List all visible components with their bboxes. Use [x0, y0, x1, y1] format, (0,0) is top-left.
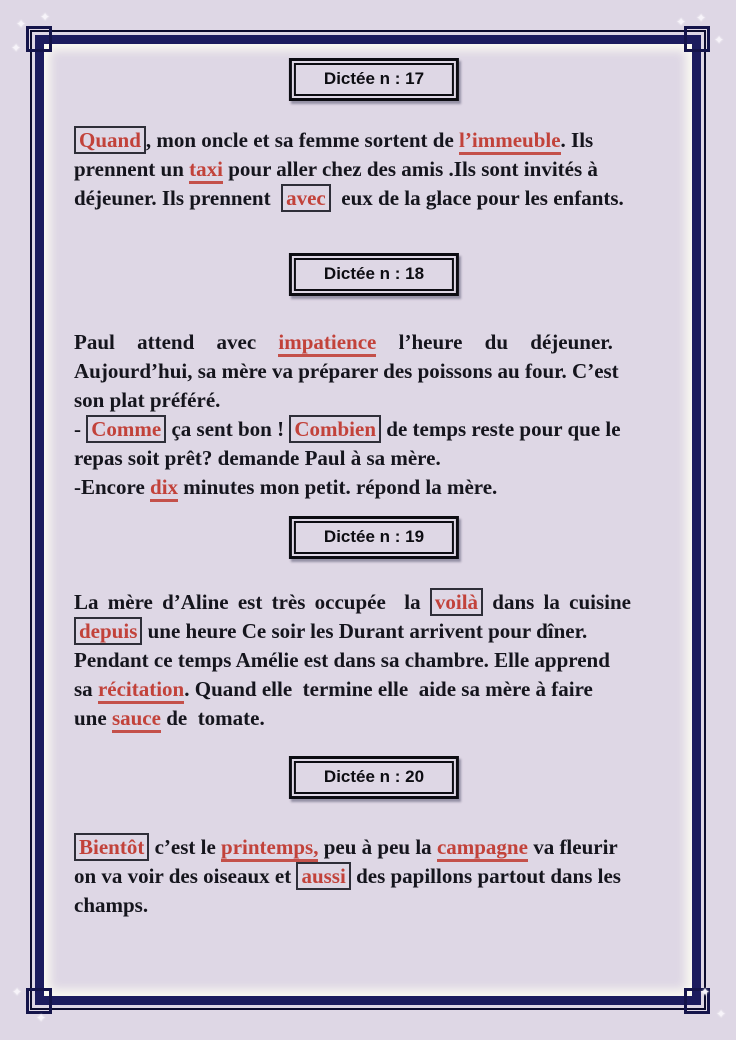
- sparkle-icon: ✦: [714, 33, 725, 47]
- text-line: [74, 126, 674, 155]
- text-segment: . Ils: [560, 128, 594, 152]
- dictee-20-paragraph: [74, 833, 674, 920]
- sparkle-icon: ✦: [11, 41, 22, 55]
- text-segment: -Encore: [74, 475, 151, 499]
- text-segment: son plat préféré.: [74, 388, 221, 412]
- dictee-20-title-box: [289, 756, 459, 799]
- text-line: [74, 444, 674, 473]
- text-line: [74, 833, 674, 862]
- red-underlined-word: dix: [150, 475, 178, 502]
- red-underlined-word: campagne: [437, 835, 528, 862]
- dictee-18-title: Dictée n : 18: [294, 258, 454, 291]
- text-segment: ça sent bon !: [166, 417, 290, 441]
- red-underlined-word: impatience: [278, 330, 376, 357]
- red-boxed-word: avec: [281, 184, 331, 212]
- text-segment: repas soit prêt? demande Paul à sa mère.: [74, 446, 441, 470]
- text-line: [74, 617, 674, 646]
- text-segment: -: [74, 417, 87, 441]
- text-segment: . Quand elle termine elle aide sa mère à faire: [184, 677, 593, 701]
- text-segment: des papillons partout dans les: [350, 864, 621, 888]
- dictee-18-paragraph: [74, 328, 674, 502]
- dictee-20-title: Dictée n : 20: [294, 761, 454, 794]
- text-line: [74, 862, 674, 891]
- red-boxed-word: Bientôt: [74, 833, 149, 861]
- sparkle-icon: ✦: [696, 11, 707, 25]
- text-segment: c’est le: [149, 835, 222, 859]
- text-segment: champs.: [74, 893, 149, 917]
- text-segment: de tomate.: [160, 706, 265, 730]
- text-segment: Paul attend avec: [74, 330, 279, 354]
- text-line: [74, 328, 674, 357]
- text-segment: , mon oncle et sa femme sortent de: [145, 128, 460, 152]
- text-segment: pour aller chez des amis .Ils sont invités à: [222, 157, 598, 181]
- dictee-17-title: Dictée n : 17: [294, 63, 454, 96]
- dictee-18-title-box: [289, 253, 459, 296]
- text-segment: Aujourd’hui, sa mère va préparer des poissons au four. C’est: [74, 359, 619, 383]
- frame-corner-knot-top-right: [684, 26, 710, 52]
- sparkle-icon: ✦: [700, 985, 711, 999]
- dictee-19-paragraph: [74, 588, 674, 733]
- text-segment: de temps reste pour que le: [381, 417, 621, 441]
- text-segment: La mère d’Aline est très occupée la: [74, 590, 430, 614]
- text-line: [74, 357, 674, 386]
- sparkle-icon: ✦: [12, 985, 23, 999]
- text-line: [74, 675, 674, 704]
- red-boxed-word: voilà: [430, 588, 483, 616]
- text-line: [74, 588, 674, 617]
- dictee-19-title-box: [289, 516, 459, 559]
- text-segment: on va voir des oiseaux et: [74, 864, 297, 888]
- red-underlined-word: sauce: [112, 706, 161, 733]
- text-line: [74, 704, 674, 733]
- dictee-19-title: Dictée n : 19: [294, 521, 454, 554]
- sparkle-icon: ✦: [36, 1011, 47, 1025]
- sparkle-icon: ✦: [676, 15, 687, 29]
- text-line: [74, 155, 674, 184]
- text-segment: une: [74, 706, 112, 730]
- text-segment: déjeuner. Ils prennent: [74, 186, 282, 210]
- text-segment: dans la cuisine: [483, 590, 631, 614]
- text-segment: peu à peu la: [318, 835, 437, 859]
- text-line: [74, 386, 674, 415]
- text-line: [74, 891, 674, 920]
- text-segment: va fleurir: [527, 835, 618, 859]
- red-boxed-word: Quand: [74, 126, 146, 154]
- red-boxed-word: depuis: [74, 617, 142, 645]
- red-boxed-word: Comme: [86, 415, 166, 443]
- text-line: [74, 473, 674, 502]
- text-segment: prennent un: [74, 157, 190, 181]
- text-segment: minutes mon petit. répond la mère.: [178, 475, 498, 499]
- text-segment: une heure Ce soir les Durant arrivent pour dîner.: [142, 619, 588, 643]
- text-line: [74, 646, 674, 675]
- sparkle-icon: ✦: [40, 10, 51, 24]
- red-underlined-word: l’immeuble: [459, 128, 560, 155]
- text-line: [74, 184, 674, 213]
- frame-corner-knot-bottom-left: [26, 988, 52, 1014]
- sparkle-icon: ✦: [716, 1007, 727, 1021]
- red-boxed-word: Combien: [289, 415, 381, 443]
- frame-corner-knot-top-left: [26, 26, 52, 52]
- dictee-17-paragraph: [74, 126, 674, 213]
- red-underlined-word: printemps,: [221, 835, 318, 862]
- frame-corner-knot-bottom-right: [684, 985, 711, 1014]
- dictee-17-title-box: [289, 58, 459, 101]
- red-boxed-word: aussi: [296, 862, 350, 890]
- sparkle-icon: ✦: [16, 17, 27, 31]
- text-segment: sa: [74, 677, 98, 701]
- red-underlined-word: récitation: [98, 677, 184, 704]
- text-line: [74, 415, 674, 444]
- red-underlined-word: taxi: [189, 157, 223, 184]
- text-segment: l’heure du déjeuner.: [376, 330, 613, 354]
- text-segment: Pendant ce temps Amélie est dans sa chambre. Elle apprend: [74, 648, 610, 672]
- text-segment: eux de la glace pour les enfants.: [330, 186, 624, 210]
